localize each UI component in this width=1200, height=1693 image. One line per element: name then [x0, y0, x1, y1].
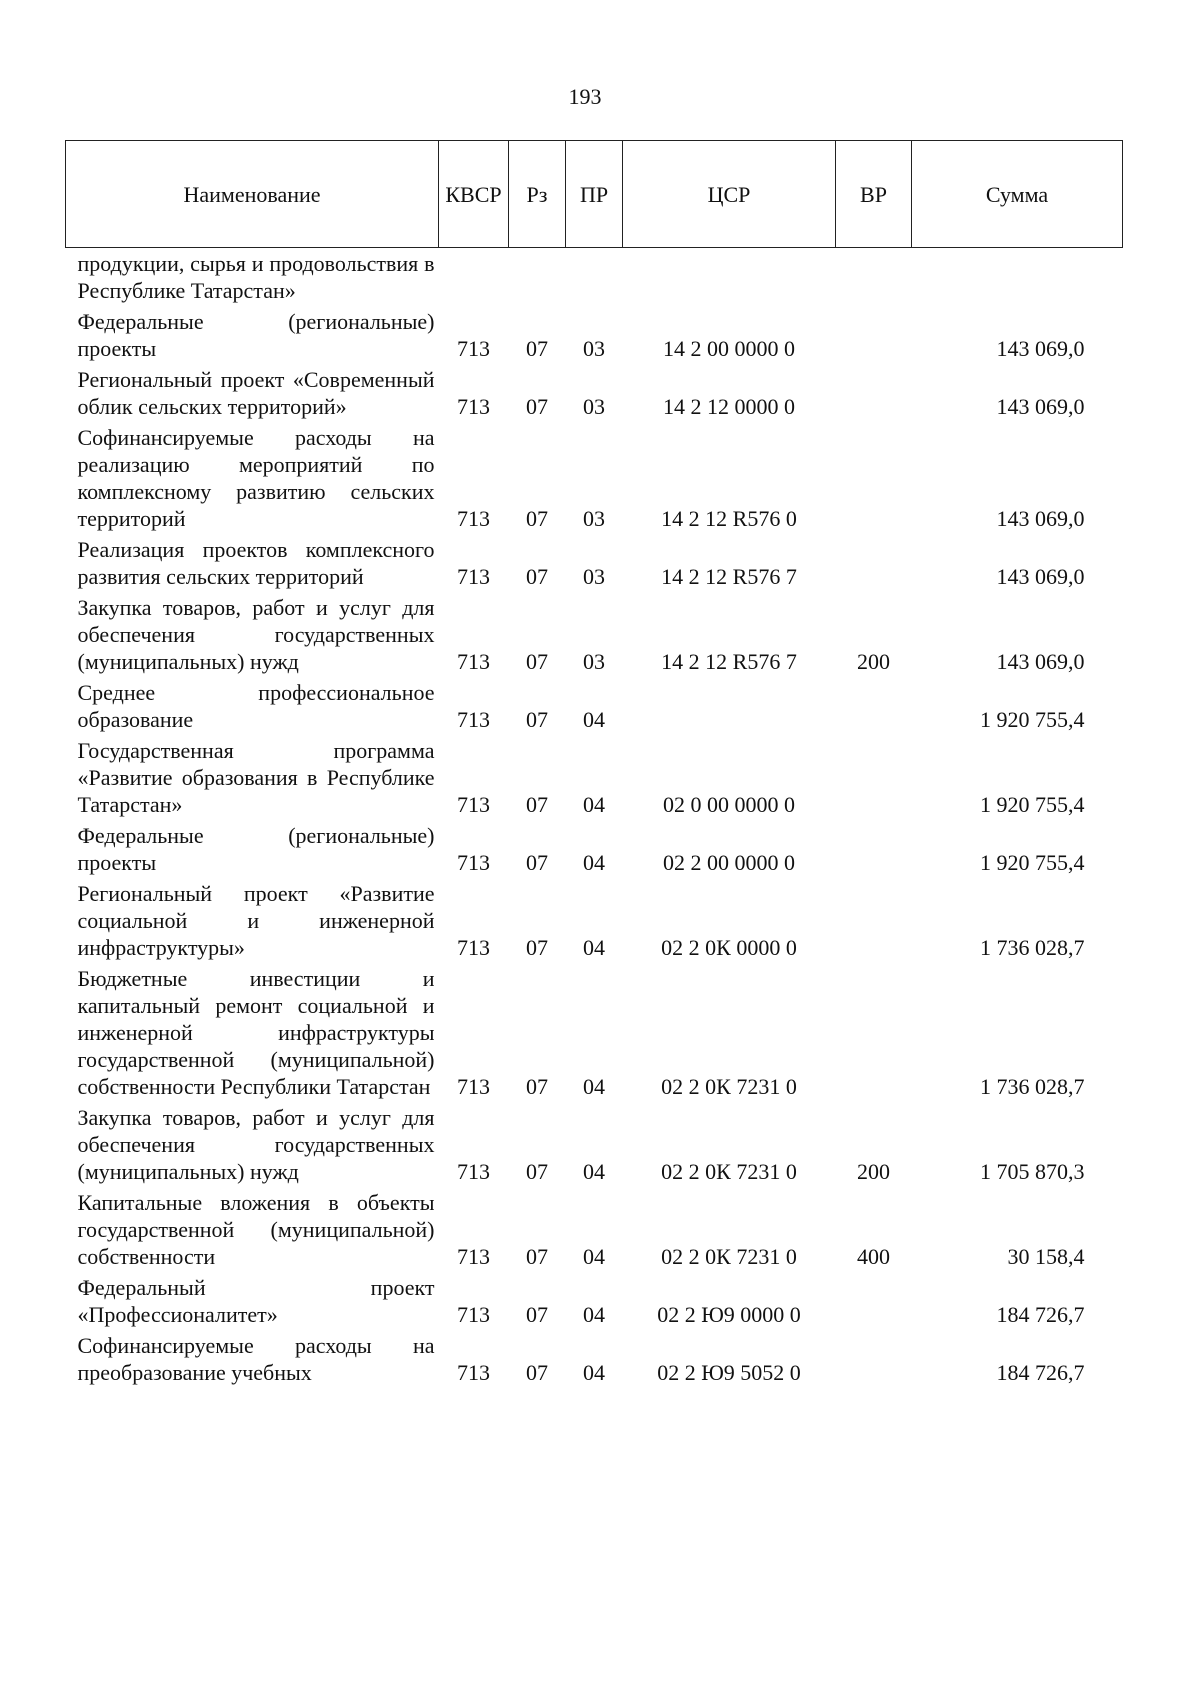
row-kvsr: 713	[457, 1159, 490, 1184]
row-kvsr	[439, 248, 509, 307]
row-sum: 143 069,0	[996, 564, 1085, 589]
row-sum: 184 726,7	[996, 1360, 1085, 1385]
row-kvsr: 713	[457, 564, 490, 589]
row-sum: 1 920 755,4	[980, 792, 1085, 817]
table-row	[66, 820, 1123, 878]
row-name: Реализация проектов комплексного развития сельских территорий	[77, 537, 435, 589]
table-row	[66, 963, 1123, 1102]
row-rz: 07	[526, 850, 548, 875]
table-row	[66, 677, 1123, 735]
row-kvsr: 713	[457, 850, 490, 875]
row-kvsr: 713	[457, 336, 490, 361]
row-sum: 143 069,0	[996, 394, 1085, 419]
row-rz: 07	[526, 1302, 548, 1327]
table-row	[66, 534, 1123, 592]
row-csr: 02 2 0К 7231 0	[661, 1074, 797, 1099]
table-row	[66, 878, 1123, 963]
row-rz: 07	[526, 792, 548, 817]
row-kvsr: 713	[457, 649, 490, 674]
row-rz: 07	[526, 336, 548, 361]
row-rz: 07	[526, 1244, 548, 1269]
header-vr: ВР	[836, 141, 912, 248]
row-csr: 14 2 12 0000 0	[663, 394, 795, 419]
row-sum: 1 705 870,3	[980, 1159, 1085, 1184]
header-csr: ЦСР	[623, 141, 836, 248]
row-csr: 02 2 0К 0000 0	[661, 935, 797, 960]
row-rz: 07	[526, 1074, 548, 1099]
table-row	[66, 735, 1123, 820]
table-row	[66, 1272, 1123, 1330]
row-pr: 04	[583, 707, 605, 732]
table-row	[66, 1330, 1123, 1388]
row-kvsr: 713	[457, 792, 490, 817]
row-csr: 02 2 0К 7231 0	[661, 1244, 797, 1269]
row-rz: 07	[526, 707, 548, 732]
table-header	[66, 141, 1123, 248]
row-vr	[836, 963, 912, 1102]
header-rz: Рз	[509, 141, 566, 248]
row-pr: 03	[583, 336, 605, 361]
row-rz	[509, 248, 566, 307]
row-sum: 143 069,0	[996, 506, 1085, 531]
row-csr: 02 2 Ю9 0000 0	[657, 1302, 801, 1327]
row-vr	[836, 878, 912, 963]
row-sum: 184 726,7	[996, 1302, 1085, 1327]
row-kvsr: 713	[457, 707, 490, 732]
row-sum: 1 920 755,4	[980, 707, 1085, 732]
row-pr: 04	[583, 1159, 605, 1184]
row-csr: 02 2 0К 7231 0	[661, 1159, 797, 1184]
table-row	[66, 306, 1123, 364]
row-vr	[836, 1330, 912, 1388]
row-kvsr: 713	[457, 1302, 490, 1327]
row-csr: 14 2 12 R576 0	[661, 506, 797, 531]
page-number: 193	[568, 84, 602, 109]
row-csr: 02 2 00 0000 0	[663, 850, 795, 875]
row-pr: 03	[583, 394, 605, 419]
header-kvsr: КВСР	[439, 141, 509, 248]
row-sum: 1 736 028,7	[980, 935, 1085, 960]
row-kvsr: 713	[457, 1244, 490, 1269]
row-vr: 200	[857, 649, 890, 674]
row-csr	[623, 677, 836, 735]
row-csr: 14 2 00 0000 0	[663, 336, 795, 361]
row-sum: 30 158,4	[1007, 1244, 1085, 1269]
row-csr: 02 0 00 0000 0	[663, 792, 795, 817]
header-pr: ПР	[566, 141, 623, 248]
row-pr: 04	[583, 1302, 605, 1327]
table-row	[66, 1102, 1123, 1187]
row-name: Бюджетные инвестиции и капитальный ремонт социальной и инженерной инфраструктуры государственной (муниципальной) собственности Республики Татарстан	[77, 966, 435, 1099]
row-vr	[836, 1272, 912, 1330]
table-row	[66, 422, 1123, 534]
row-sum: 1 736 028,7	[980, 1074, 1085, 1099]
row-name: продукции, сырья и продовольствия в Республике Татарстан»	[77, 251, 435, 303]
table-body	[66, 248, 1123, 1389]
row-name: Региональный проект «Развитие социальной и инженерной инфраструктуры»	[77, 881, 435, 960]
budget-table	[65, 140, 1123, 1388]
row-kvsr: 713	[457, 935, 490, 960]
row-vr: 200	[857, 1159, 890, 1184]
row-rz: 07	[526, 1159, 548, 1184]
row-vr	[836, 306, 912, 364]
row-pr	[566, 248, 623, 307]
row-name: Софинансируемые расходы на преобразование учебных	[77, 1333, 435, 1385]
row-rz: 07	[526, 394, 548, 419]
row-pr: 03	[583, 564, 605, 589]
row-vr	[836, 248, 912, 307]
row-csr: 14 2 12 R576 7	[661, 564, 797, 589]
row-vr	[836, 677, 912, 735]
row-vr	[836, 422, 912, 534]
row-rz: 07	[526, 935, 548, 960]
row-kvsr: 713	[457, 1360, 490, 1385]
row-vr	[836, 364, 912, 422]
header-sum: Сумма	[912, 141, 1123, 248]
row-pr: 03	[583, 506, 605, 531]
row-vr	[836, 735, 912, 820]
row-rz: 07	[526, 649, 548, 674]
row-csr: 14 2 12 R576 7	[661, 649, 797, 674]
row-name: Закупка товаров, работ и услуг для обеспечения государственных (муниципальных) нужд	[77, 1105, 435, 1184]
budget-table-container	[65, 140, 1122, 1388]
row-vr	[836, 534, 912, 592]
row-name: Закупка товаров, работ и услуг для обеспечения государственных (муниципальных) нужд	[77, 595, 435, 674]
row-name: Государственная программа «Развитие образования в Республике Татарстан»	[77, 738, 435, 817]
row-sum: 143 069,0	[996, 649, 1085, 674]
row-name: Софинансируемые расходы на реализацию мероприятий по комплексному развитию сельских территорий	[77, 425, 435, 531]
row-name: Федеральный проект «Профессионалитет»	[77, 1275, 435, 1327]
row-kvsr: 713	[457, 1074, 490, 1099]
table-row	[66, 248, 1123, 307]
row-name: Региональный проект «Современный облик сельских территорий»	[77, 367, 435, 419]
row-rz: 07	[526, 1360, 548, 1385]
row-csr: 02 2 Ю9 5052 0	[657, 1360, 801, 1385]
table-row	[66, 364, 1123, 422]
header-name: Наименование	[66, 141, 439, 248]
table-row	[66, 592, 1123, 677]
row-pr: 03	[583, 649, 605, 674]
row-rz: 07	[526, 564, 548, 589]
row-name: Капитальные вложения в объекты государственной (муниципальной) собственности	[77, 1190, 435, 1269]
row-sum: 143 069,0	[996, 336, 1085, 361]
row-vr: 400	[857, 1244, 890, 1269]
row-pr: 04	[583, 1360, 605, 1385]
row-sum: 1 920 755,4	[980, 850, 1085, 875]
row-csr	[623, 248, 836, 307]
row-vr	[836, 820, 912, 878]
row-pr: 04	[583, 935, 605, 960]
row-kvsr: 713	[457, 394, 490, 419]
row-name: Федеральные (региональные) проекты	[77, 309, 435, 361]
table-row	[66, 1187, 1123, 1272]
row-pr: 04	[583, 1074, 605, 1099]
row-pr: 04	[583, 1244, 605, 1269]
row-rz: 07	[526, 506, 548, 531]
row-kvsr: 713	[457, 506, 490, 531]
row-name: Федеральные (региональные) проекты	[77, 823, 435, 875]
row-name: Среднее профессиональное образование	[77, 680, 435, 732]
row-pr: 04	[583, 850, 605, 875]
row-sum	[912, 248, 1123, 307]
row-pr: 04	[583, 792, 605, 817]
